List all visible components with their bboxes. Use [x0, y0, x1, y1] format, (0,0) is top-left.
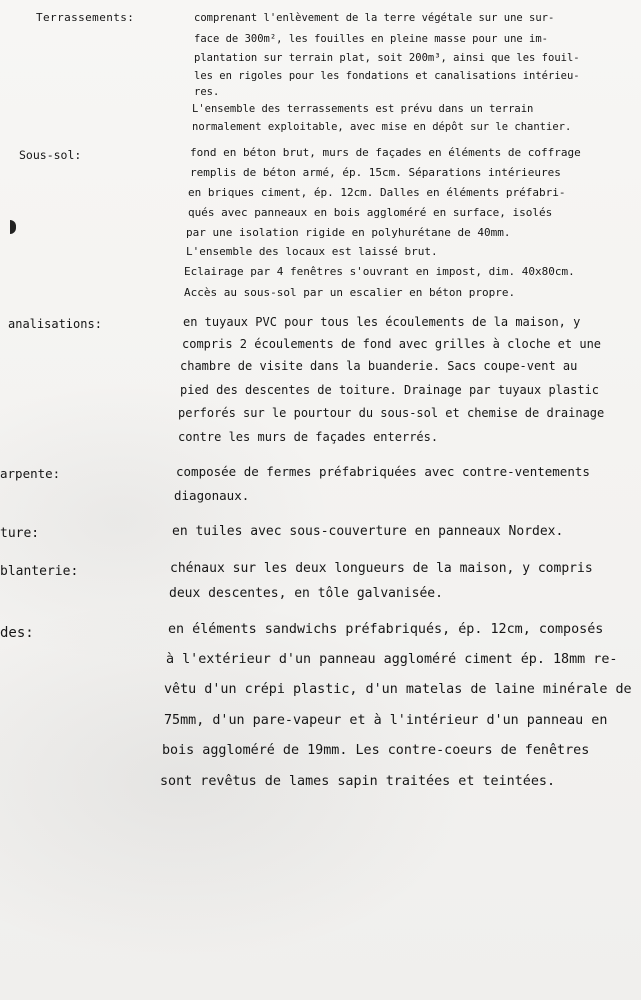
section-label: analisations: — [8, 317, 102, 331]
text-line: vêtu d'un crépi plastic, d'un matelas de laine minérale de — [164, 682, 632, 697]
section-label: Terrassements: — [36, 11, 135, 24]
text-line: à l'extérieur d'un panneau aggloméré ciment ép. 18mm re- — [166, 652, 618, 667]
text-line: comprenant l'enlèvement de la terre végétale sur une sur- — [194, 12, 555, 24]
section-label: arpente: — [0, 466, 61, 481]
text-line: deux descentes, en tôle galvanisée. — [169, 586, 443, 601]
text-line: en tuyaux PVC pour tous les écoulements de la maison, y — [183, 315, 581, 329]
text-line: Eclairage par 4 fenêtres s'ouvrant en impost, dim. 40x80cm. — [184, 265, 575, 278]
section-label: ture: — [0, 526, 40, 541]
text-line: en briques ciment, ép. 12cm. Dalles en éléments préfabri- — [188, 186, 566, 199]
text-line: face de 300m², les fouilles en pleine masse pour une im- — [194, 33, 549, 45]
text-line: L'ensemble des locaux est laissé brut. — [186, 245, 438, 258]
text-line: pied des descentes de toiture. Drainage par tuyaux plastic — [180, 383, 600, 397]
text-line: diagonaux. — [174, 488, 250, 503]
section-label: Sous-sol: — [19, 148, 82, 162]
text-line: chambre de visite dans la buanderie. Sacs coupe-vent au — [180, 359, 578, 373]
text-line: 75mm, d'un pare-vapeur et à l'intérieur d'un panneau en — [164, 713, 608, 728]
text-line: en éléments sandwichs préfabriqués, ép. 12cm, composés — [168, 622, 604, 637]
text-line: plantation sur terrain plat, soit 200m³, ainsi que les fouil- — [194, 52, 580, 64]
text-line: bois aggloméré de 19mm. Les contre-coeurs de fenêtres — [162, 743, 590, 758]
text-line: en tuiles avec sous-couverture en panneaux Nordex. — [172, 524, 564, 539]
text-line: sont revêtus de lames sapin traitées et teintées. — [160, 774, 556, 789]
text-line: composée de fermes préfabriquées avec contre-ventements — [176, 464, 590, 479]
text-line: fond en béton brut, murs de façades en éléments de coffrage — [190, 146, 581, 159]
text-line: perforés sur le pourtour du sous-sol et chemise de drainage — [178, 406, 605, 420]
text-line: L'ensemble des terrassements est prévu dans un terrain — [192, 103, 534, 115]
text-line: res. — [194, 86, 220, 98]
section-label: des: — [0, 625, 34, 641]
text-line: normalement exploitable, avec mise en dépôt sur le chantier. — [192, 121, 572, 133]
text-line: chénaux sur les deux longueurs de la maison, y compris — [170, 561, 593, 576]
text-line: les en rigoles pour les fondations et canalisations intérieu- — [194, 70, 580, 82]
punch-hole-mark — [10, 220, 16, 234]
text-line: compris 2 écoulements de fond avec grilles à cloche et une — [182, 337, 602, 351]
text-line: remplis de béton armé, ép. 15cm. Séparations intérieures — [190, 166, 561, 179]
text-line: par une isolation rigide en polyhurétane de 40mm. — [186, 226, 511, 239]
text-line: qués avec panneaux en bois aggloméré en surface, isolés — [188, 206, 553, 219]
text-line: contre les murs de façades enterrés. — [178, 430, 439, 444]
section-label: blanterie: — [0, 564, 79, 579]
text-line: Accès au sous-sol par un escalier en béton propre. — [184, 286, 516, 299]
